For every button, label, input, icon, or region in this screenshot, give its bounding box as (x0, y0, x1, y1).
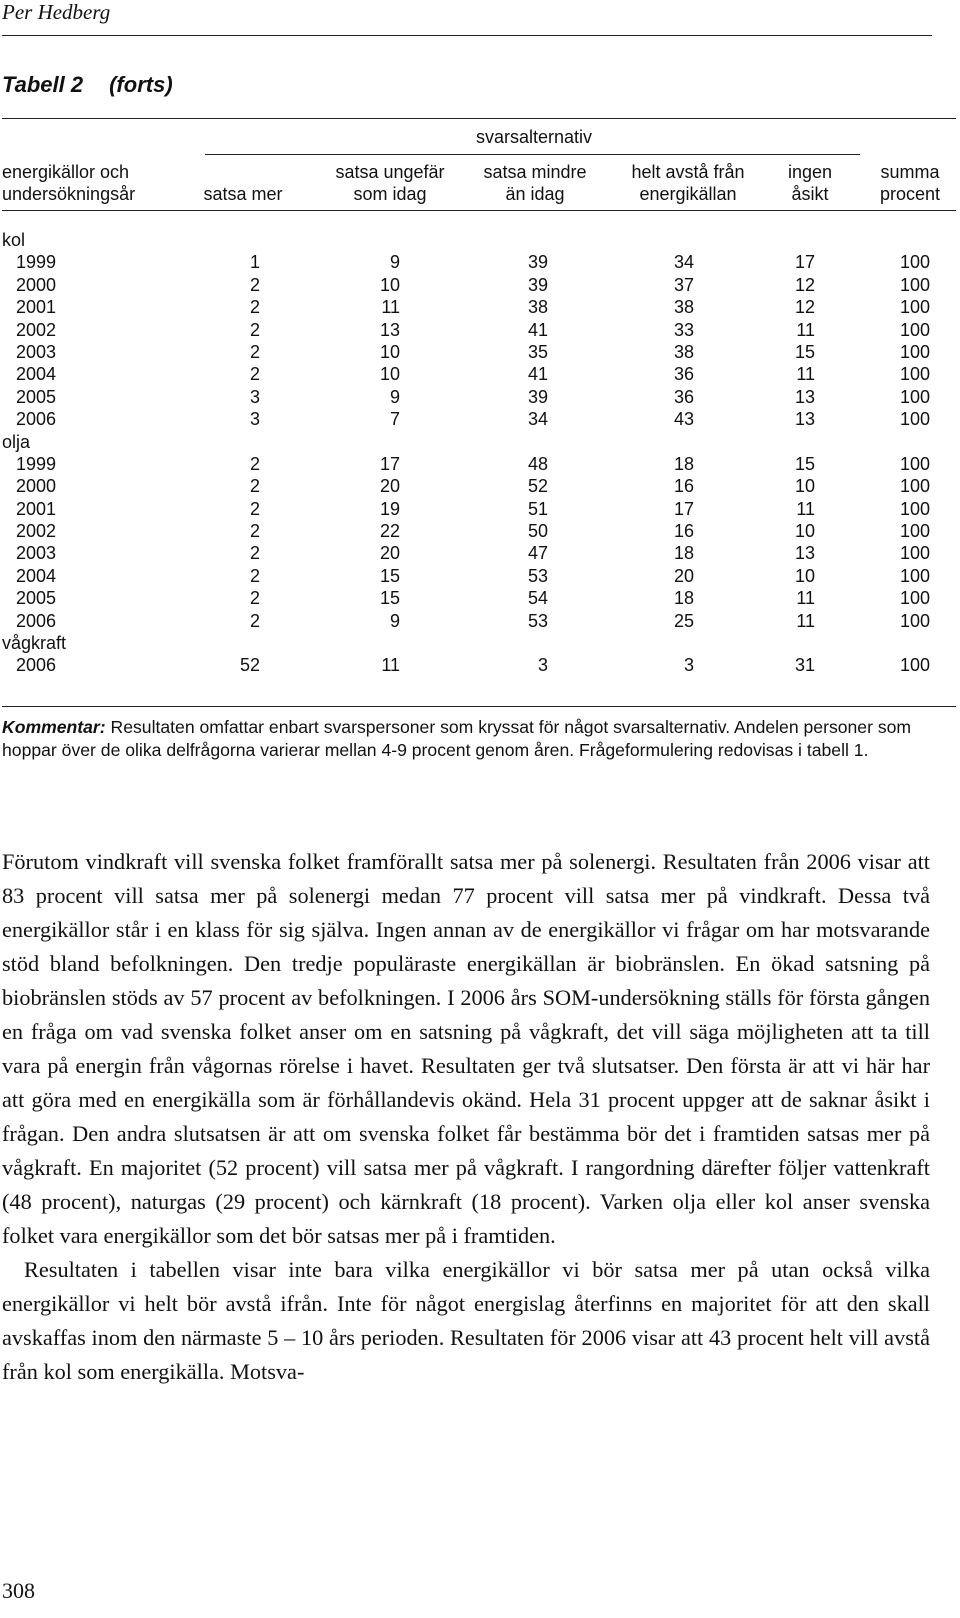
value-cell: 2 (249, 297, 260, 318)
value-cell: 100 (899, 364, 930, 385)
value-cell: 100 (899, 565, 930, 586)
value-cell: 100 (899, 274, 930, 295)
column-header-line2: energikällan (639, 184, 737, 204)
value-cell: 13 (794, 409, 815, 430)
value-cell: 7 (389, 409, 400, 430)
column-group-header: svarsalternativ (476, 127, 593, 147)
value-cell: 47 (527, 543, 548, 564)
table-row (0, 542, 960, 564)
value-cell: 15 (794, 341, 815, 362)
column-header-satsa-mindre (455, 161, 615, 205)
value-cell: 18 (673, 588, 694, 609)
value-cell: 2 (249, 521, 260, 542)
value-cell: 41 (527, 319, 548, 340)
value-cell: 11 (796, 610, 815, 631)
column-header-line2: åsikt (791, 184, 829, 204)
value-cell: 13 (379, 319, 400, 340)
value-cell: 16 (673, 476, 694, 497)
value-cell: 17 (794, 252, 815, 273)
value-cell: 20 (379, 543, 400, 564)
value-cell: 38 (673, 341, 694, 362)
table-row (0, 520, 960, 542)
column-header-line2: procent (879, 184, 941, 204)
table-row (0, 386, 960, 408)
value-cell: 11 (796, 588, 815, 609)
value-cell: 48 (527, 453, 548, 474)
column-group-rule (205, 154, 860, 155)
year-cell: 2006 (16, 610, 57, 631)
value-cell: 9 (389, 610, 400, 631)
value-cell: 39 (527, 386, 548, 407)
value-cell: 12 (794, 297, 815, 318)
value-cell: 2 (249, 565, 260, 586)
value-cell: 10 (379, 274, 400, 295)
value-cell: 39 (527, 252, 548, 273)
table-title-suffix: (forts) (109, 72, 173, 97)
value-cell: 35 (527, 341, 548, 362)
value-cell: 15 (379, 588, 400, 609)
value-cell: 1 (249, 252, 260, 273)
value-cell: 15 (379, 565, 400, 586)
value-cell: 51 (527, 498, 548, 519)
value-cell: 2 (249, 319, 260, 340)
table-body (0, 229, 960, 677)
table-row (0, 610, 960, 632)
table-row (0, 565, 960, 587)
value-cell: 18 (673, 543, 694, 564)
value-cell: 100 (899, 498, 930, 519)
body-paragraph: Förutom vindkraft vill svenska folket framförallt satsa mer på solenergi. Resultaten från 2006 visar att 83 procent vill satsa mer på solenergi medan 77 procent vill satsa mer på vindkraft. Dessa två energikällor står i en klass för sig själva. Ingen annan av de energikällor vi frågar om har motsvarande stöd bland befolkningen. Den tredje populäraste energikällan är biobränslen. En ökad satsning på biobränslen stöds av 57 procent av befolkningen. I 2006 års SOM-undersökning ställs för första gången en fråga om vad svenska folket anser om en satsning på vågkraft, det vill säga möjligheten att ta till vara på energin från vågornas rörelse i havet. Resultaten ger två slutsatser. Den första är att vi här har att göra med en energikälla som är förhållandevis okänd. Hela 31 procent uppger att de saknar åsikt i frågan. Den andra slutsatsen är att om svenska folket får bestämma bör det i framtiden satsas mer på vågkraft. En majoritet (52 procent) vill satsa mer på vågkraft. I rangordning därefter följer vattenkraft (48 procent), naturgas (29 procent) och kärnkraft (18 procent). Varken olja eller kol anser svenska folket vara energikällor som det bör satsas mer på i framtiden. (2, 849, 930, 1248)
value-cell: 100 (899, 521, 930, 542)
value-cell: 11 (796, 498, 815, 519)
value-cell: 3 (683, 655, 694, 676)
year-cell: 2006 (16, 409, 57, 430)
value-cell: 12 (794, 274, 815, 295)
comment-text: Resultaten omfattar enbart svarspersoner som kryssat för något svarsalternativ. Andelen personer som hoppar över de olika delfrågorna varierar mellan 4-9 procent genom åren. Frågeformulering redovisas i tabell 1. (2, 717, 912, 760)
year-cell: 1999 (16, 453, 57, 474)
value-cell: 100 (899, 476, 930, 497)
column-header-line2: som idag (353, 184, 427, 204)
column-header-satsa-mer (163, 183, 323, 205)
value-cell: 100 (899, 610, 930, 631)
value-cell: 100 (899, 341, 930, 362)
value-cell: 10 (794, 521, 815, 542)
value-cell: 15 (794, 453, 815, 474)
value-cell: 16 (673, 521, 694, 542)
value-cell: 100 (899, 543, 930, 564)
value-cell: 52 (527, 476, 548, 497)
value-cell: 100 (899, 252, 930, 273)
value-cell: 100 (899, 386, 930, 407)
group-label: kol (2, 230, 26, 250)
value-cell: 11 (796, 319, 815, 340)
table-row (0, 341, 960, 363)
table-bottom-rule (2, 706, 956, 707)
table-row (0, 363, 960, 385)
value-cell: 54 (527, 588, 548, 609)
value-cell: 20 (673, 565, 694, 586)
value-cell: 2 (249, 453, 260, 474)
value-cell: 100 (899, 655, 930, 676)
value-cell: 100 (899, 297, 930, 318)
year-cell: 2003 (16, 543, 57, 564)
page-number: 308 (2, 1578, 35, 1603)
value-cell: 20 (379, 476, 400, 497)
year-cell: 1999 (16, 252, 57, 273)
group-label: vågkraft (2, 633, 67, 654)
value-cell: 52 (239, 655, 260, 676)
year-cell: 2005 (16, 588, 57, 609)
value-cell: 100 (899, 588, 930, 609)
header-divider (2, 35, 932, 36)
value-cell: 10 (794, 476, 815, 497)
column-header-summa-procent (830, 161, 960, 205)
value-cell: 38 (527, 297, 548, 318)
value-cell: 11 (381, 655, 400, 676)
value-cell: 19 (379, 498, 400, 519)
table-row (0, 251, 960, 273)
table-title-text: Tabell 2 (2, 72, 84, 97)
value-cell: 36 (673, 364, 694, 385)
table-group-row (0, 431, 960, 453)
table-group-row (0, 229, 960, 251)
value-cell: 39 (527, 274, 548, 295)
value-cell: 41 (527, 364, 548, 385)
year-cell: 2000 (16, 274, 57, 295)
value-cell: 3 (249, 409, 260, 430)
value-cell: 2 (249, 588, 260, 609)
column-header-source-year (2, 161, 135, 205)
table-row (0, 453, 960, 475)
table-row (0, 319, 960, 341)
table-row (0, 654, 960, 676)
value-cell: 3 (249, 386, 260, 407)
value-cell: 34 (527, 409, 548, 430)
value-cell: 2 (249, 274, 260, 295)
year-cell: 2003 (16, 341, 57, 362)
value-cell: 38 (673, 297, 694, 318)
year-cell: 2004 (16, 565, 57, 586)
year-cell: 2001 (16, 498, 57, 519)
table-row (0, 587, 960, 609)
column-header-line1: satsa mindre (483, 162, 587, 182)
body-paragraph: Resultaten i tabellen visar inte bara vilka energikällor vi bör satsa mer på utan också vilka energikällor vi helt bör avstå ifrån. Inte för något energislag återfinns en majoritet för att den skall avskaffas inom den närmaste 5 – 10 års perioden. Resultaten för 2006 visar att 43 procent helt vill avstå från kol som energikälla. Motsva- (2, 1257, 930, 1384)
column-header-line2: undersökningsår (2, 184, 136, 204)
value-cell: 13 (794, 543, 815, 564)
year-cell: 2005 (16, 386, 57, 407)
value-cell: 9 (389, 386, 400, 407)
value-cell: 10 (379, 364, 400, 385)
value-cell: 9 (389, 252, 400, 273)
running-header: Per Hedberg (2, 0, 111, 24)
column-header-line1: satsa ungefär (335, 162, 445, 182)
value-cell: 2 (249, 364, 260, 385)
value-cell: 31 (794, 655, 815, 676)
year-cell: 2002 (16, 521, 57, 542)
table-row (0, 274, 960, 296)
body-text (2, 845, 930, 1389)
value-cell: 13 (794, 386, 815, 407)
table-comment (2, 716, 952, 761)
table-row (0, 408, 960, 430)
value-cell: 2 (249, 543, 260, 564)
value-cell: 43 (673, 409, 694, 430)
year-cell: 2000 (16, 476, 57, 497)
year-cell: 2001 (16, 297, 57, 318)
value-cell: 11 (796, 364, 815, 385)
value-cell: 2 (249, 498, 260, 519)
table-row (0, 498, 960, 520)
table-group-row (0, 632, 960, 654)
column-header-line1: helt avstå från (631, 162, 745, 182)
value-cell: 25 (673, 610, 694, 631)
value-cell: 2 (249, 476, 260, 497)
value-cell: 36 (673, 386, 694, 407)
value-cell: 37 (673, 274, 694, 295)
group-label: olja (2, 431, 31, 452)
value-cell: 34 (673, 252, 694, 273)
table-top-rule (2, 118, 956, 119)
year-cell: 2004 (16, 364, 57, 385)
year-cell: 2002 (16, 319, 57, 340)
value-cell: 17 (673, 498, 694, 519)
value-cell: 100 (899, 409, 930, 430)
value-cell: 53 (527, 565, 548, 586)
value-cell: 100 (899, 453, 930, 474)
table-title (2, 72, 173, 98)
column-header-satsa-ungefar (310, 161, 470, 205)
value-cell: 2 (249, 341, 260, 362)
comment-label: Kommentar: (2, 717, 106, 737)
value-cell: 2 (249, 610, 260, 631)
value-cell: 10 (379, 341, 400, 362)
value-cell: 22 (379, 521, 400, 542)
table-row (0, 296, 960, 318)
table-header-rule (2, 210, 956, 211)
value-cell: 50 (527, 521, 548, 542)
value-cell: 11 (381, 297, 400, 318)
value-cell: 18 (673, 453, 694, 474)
value-cell: 3 (537, 655, 548, 676)
value-cell: 17 (379, 453, 400, 474)
table-row (0, 475, 960, 497)
year-cell: 2006 (16, 655, 57, 676)
column-header-line1: energikällor och (2, 162, 130, 182)
column-header-line1: ingen (787, 162, 833, 182)
column-header-line2: än idag (505, 184, 565, 204)
value-cell: 33 (673, 319, 694, 340)
value-cell: 100 (899, 319, 930, 340)
value-cell: 53 (527, 610, 548, 631)
column-header-line1: summa (880, 162, 940, 182)
column-header-line2: satsa mer (203, 184, 283, 204)
value-cell: 10 (794, 565, 815, 586)
